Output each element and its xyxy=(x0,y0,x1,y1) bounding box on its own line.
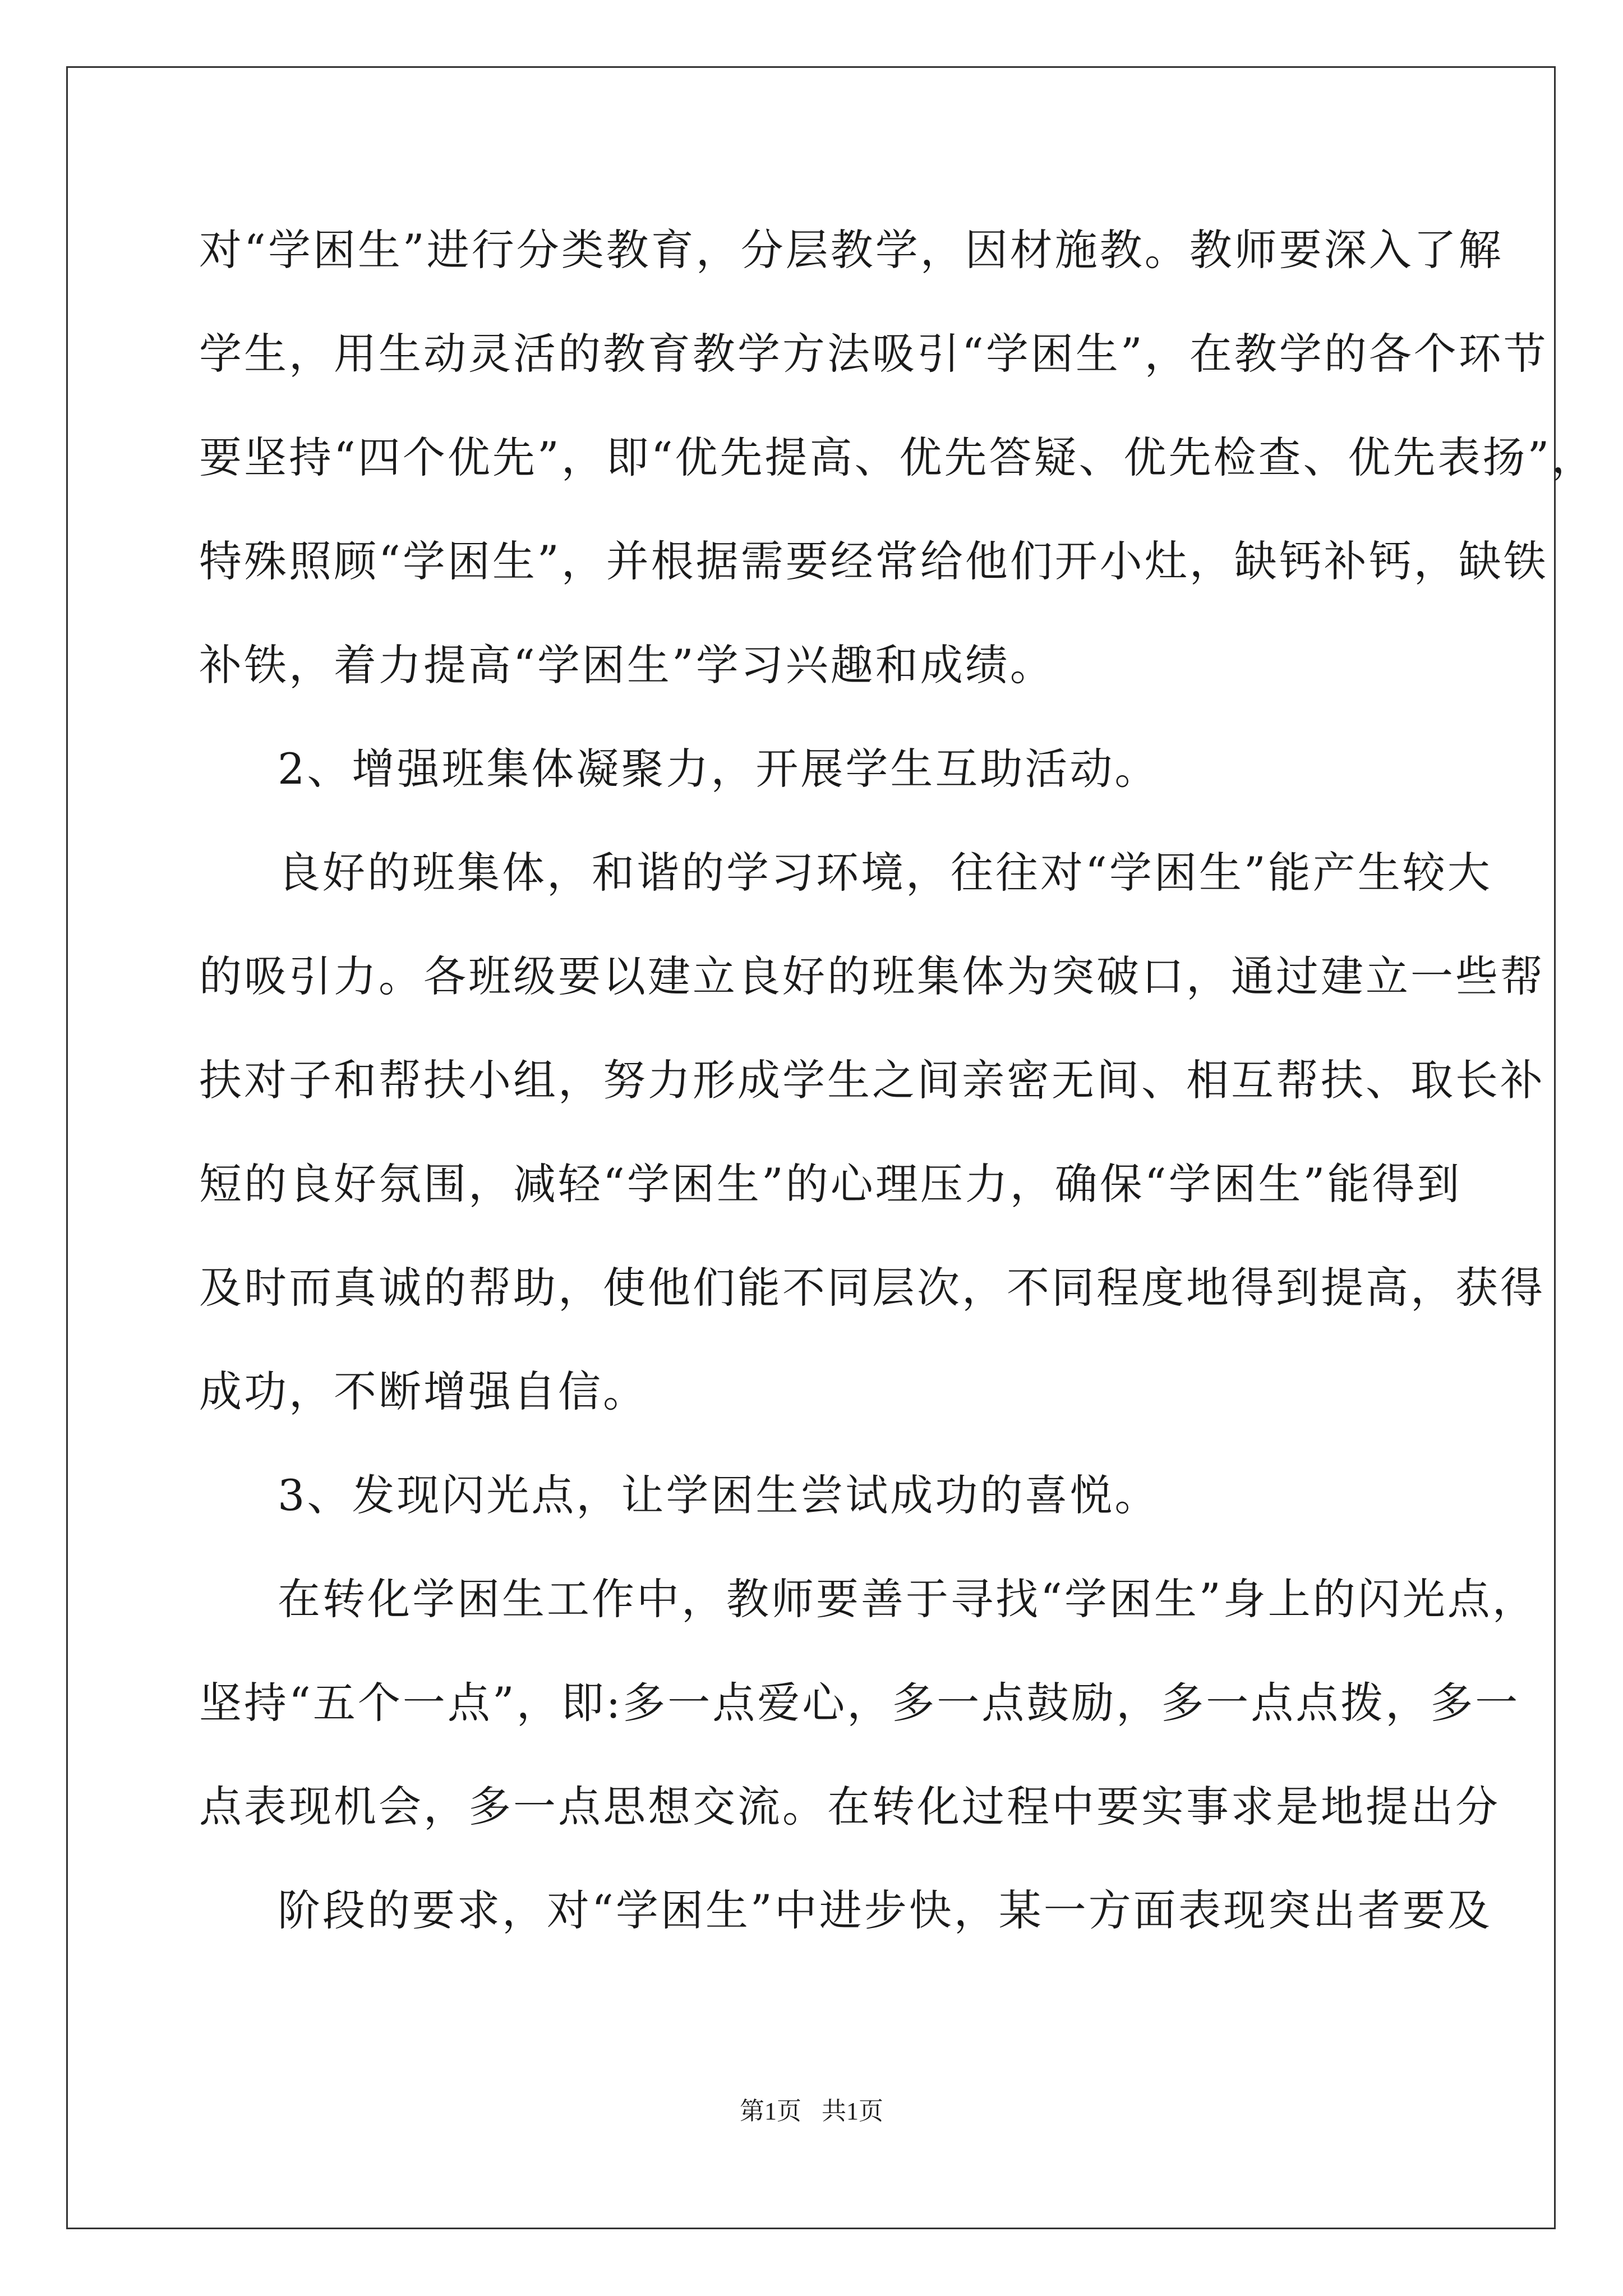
text-line: 良好的班集体，和谐的学习环境，往往对“学困生”能产生较大 xyxy=(278,848,1492,898)
text-line: 补铁，着力提高“学困生”学习兴趣和成绩。 xyxy=(199,640,1055,690)
text-line: 在转化学困生工作中，教师要善于寻找“学困生”身上的闪光点， xyxy=(278,1574,1537,1624)
text-line: 及时而真诚的帮助，使他们能不同层次，不同程度地得到提高，获得 xyxy=(199,1263,1545,1313)
page-number: 第1页 xyxy=(740,2097,801,2125)
page-footer xyxy=(0,2096,1623,2127)
text-line: 特殊照顾“学困生”，并根据需要经常给他们开小灶，缺钙补钙，缺铁 xyxy=(199,536,1548,586)
text-line: 点表现机会，多一点思想交流。在转化过程中要实事求是地提出分 xyxy=(199,1782,1500,1832)
text-line: 成功，不断增强自信。 xyxy=(199,1366,648,1416)
page-total: 共1页 xyxy=(822,2097,883,2125)
text-line: 对“学困生”进行分类教育，分层教学，因材施教。教师要深入了解 xyxy=(199,225,1504,275)
text-line: 阶段的要求，对“学困生”中进步快，某一方面表现突出者要及 xyxy=(278,1885,1492,1935)
text-line: 坚持“五个一点”，即:多一点爱心，多一点鼓励，多一点点拨，多一 xyxy=(199,1678,1520,1728)
section-heading: 3、发现闪光点，让学困生尝试成功的喜悦。 xyxy=(278,1470,1160,1520)
text-line: 短的良好氛围，减轻“学困生”的心理压力，确保“学困生”能得到 xyxy=(199,1159,1462,1209)
section-heading: 2、增强班集体凝聚力，开展学生互助活动。 xyxy=(278,744,1160,794)
text-line: 扶对子和帮扶小组，努力形成学生之间亲密无间、相互帮扶、取长补 xyxy=(199,1055,1545,1105)
text-line: 要坚持“四个优先”，即“优先提高、优先答疑、优先检查、优先表扬”， xyxy=(199,432,1597,482)
text-line: 的吸引力。各班级要以建立良好的班集体为突破口，通过建立一些帮 xyxy=(199,951,1545,1001)
text-line: 学生，用生动灵活的教育教学方法吸引“学困生”，在教学的各个环节 xyxy=(199,329,1548,379)
